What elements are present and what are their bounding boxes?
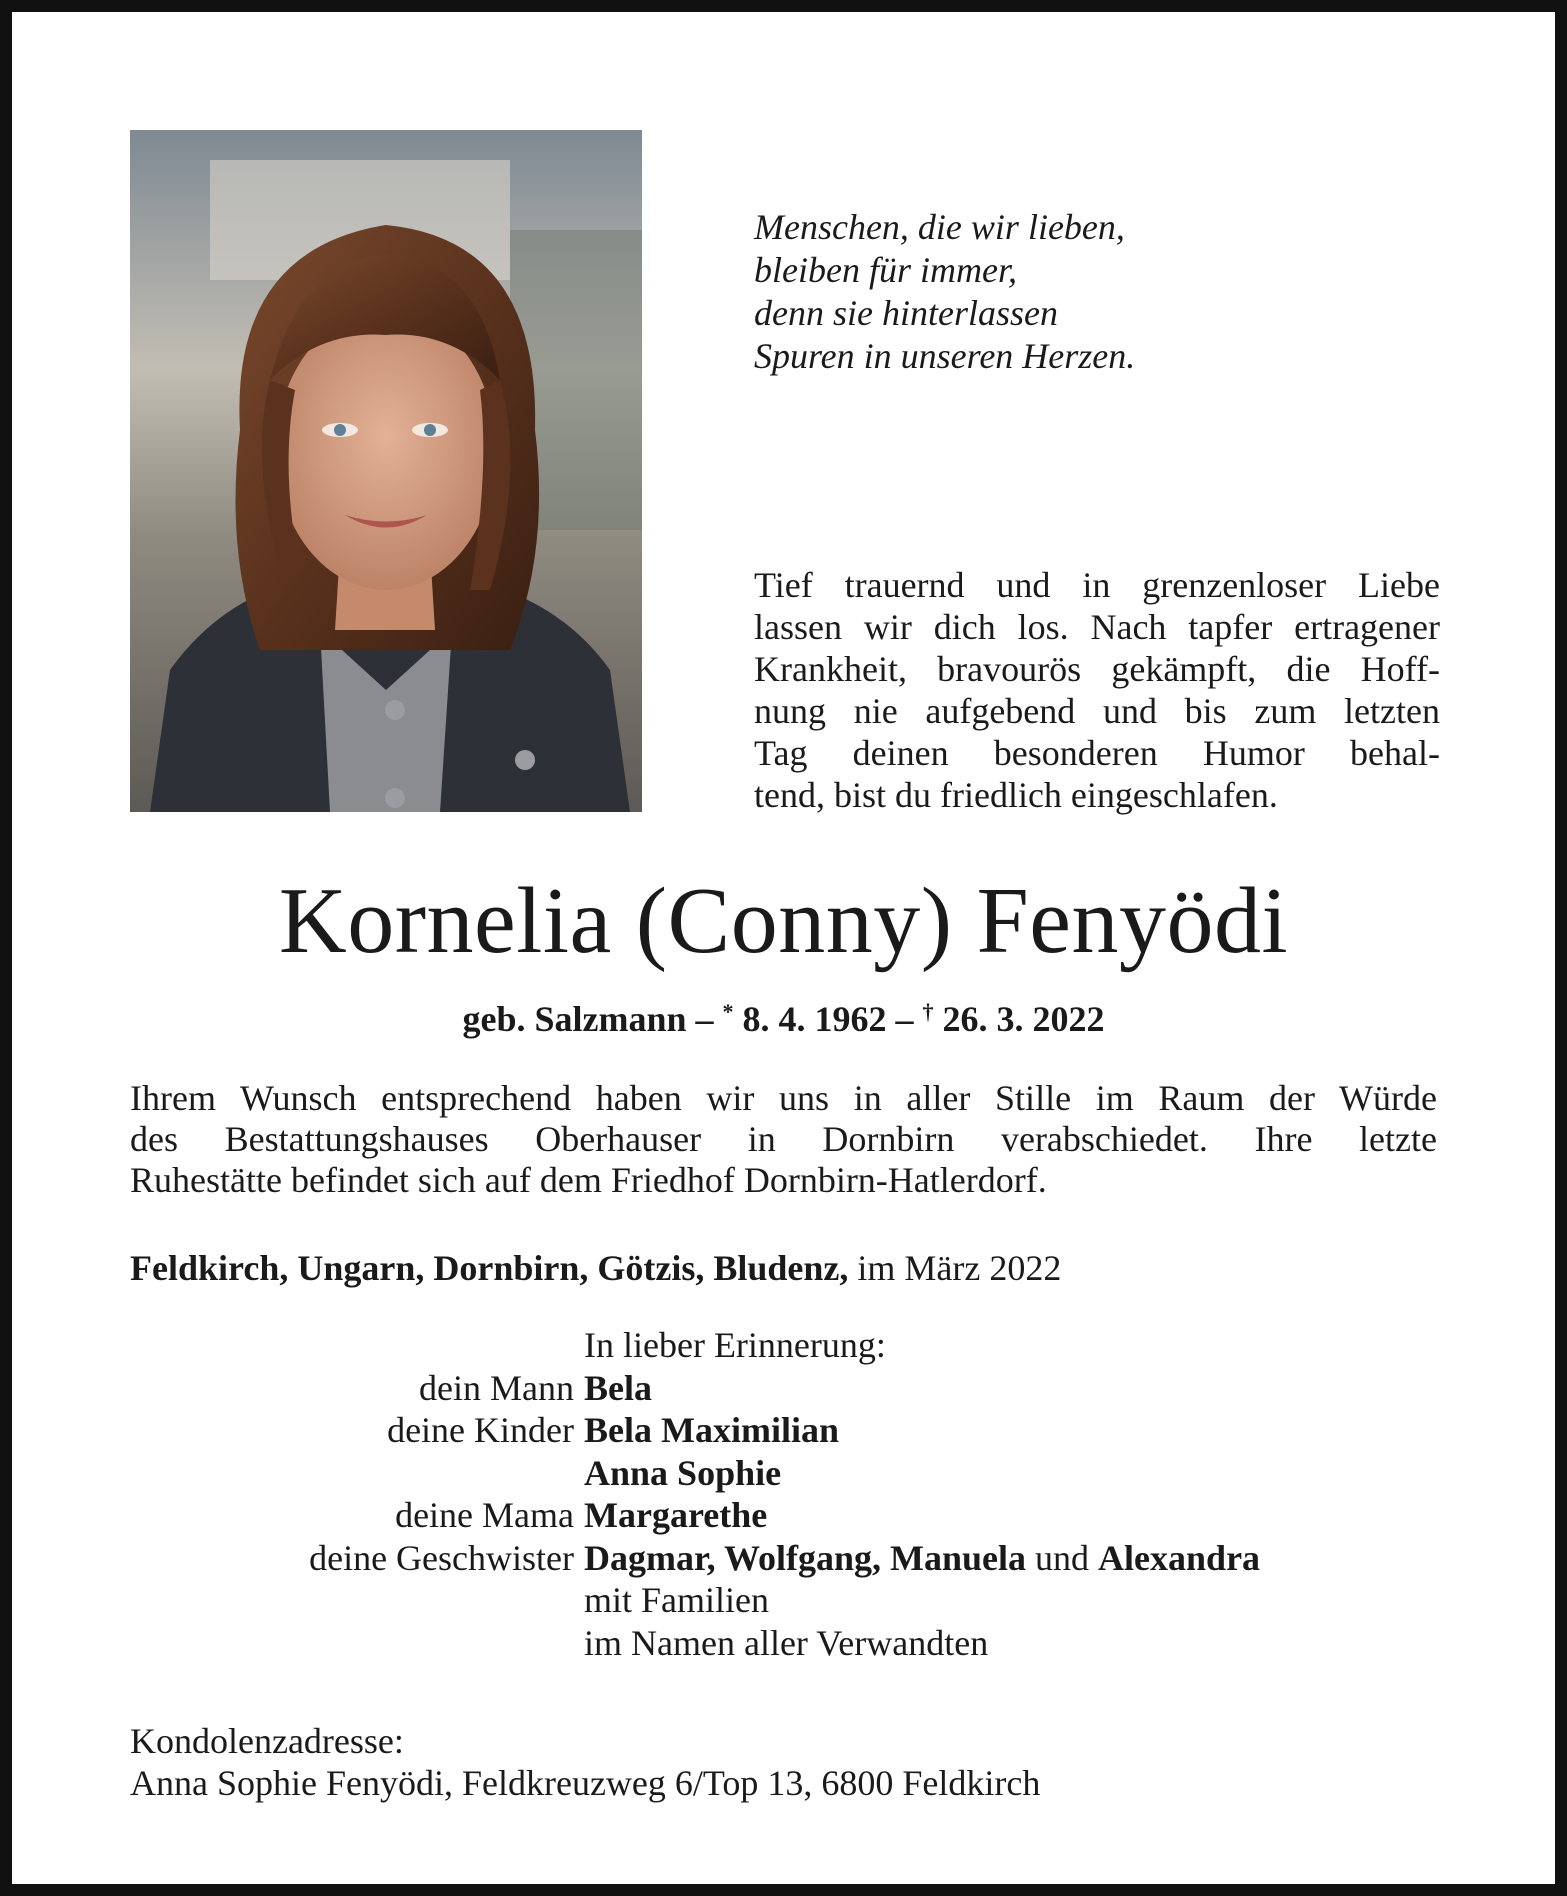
deceased-name: Kornelia (Conny) Fenyödi xyxy=(278,869,1289,973)
farewell-line: Ihrem Wunsch entsprechend haben wir uns in aller Stille im Raum der Würde xyxy=(130,1078,1437,1118)
death-date: 26. 3. 2022 xyxy=(942,999,1105,1039)
farewell-paragraph xyxy=(130,1078,1437,1201)
relative-name: Margarethe xyxy=(584,1495,768,1535)
death-symbol: † xyxy=(922,999,934,1024)
motto-line: Spuren in unseren Herzen. xyxy=(754,336,1136,376)
farewell-line: Ruhestätte befindet sich auf dem Friedhof Dornbirn-Hatlerdorf. xyxy=(130,1160,1047,1200)
farewell-line: des Bestattungshauses Oberhauser in Dornbirn verabschiedet. Ihre letzte xyxy=(130,1119,1437,1159)
condolence-address xyxy=(130,1720,1040,1804)
relative-name: Alexandra xyxy=(1098,1537,1261,1578)
motto-line: Menschen, die wir lieben, xyxy=(754,207,1125,247)
motto-line: bleiben für immer, xyxy=(754,250,1017,290)
family-list xyxy=(130,1324,1460,1664)
place-and-date xyxy=(130,1246,1061,1290)
place-towns: Feldkirch, Ungarn, Dornbirn, Götzis, Bludenz, xyxy=(130,1248,849,1288)
intro-paragraph xyxy=(754,564,1440,816)
family-row xyxy=(130,1367,1460,1410)
family-row xyxy=(130,1622,1460,1665)
place-date: im März 2022 xyxy=(857,1248,1062,1288)
relative-name: Bela Maximilian xyxy=(584,1410,839,1450)
intro-line: Krankheit, bravourös gekämpft, die Hoff- xyxy=(754,649,1440,689)
intro-line: Tag deinen besonderen Humor behal- xyxy=(754,733,1440,773)
birth-name: geb. Salzmann – xyxy=(462,999,714,1039)
family-heading: In lieber Erinnerung: xyxy=(584,1325,886,1365)
on-behalf: im Namen aller Verwandten xyxy=(584,1622,989,1663)
family-row xyxy=(130,1579,1460,1622)
relation-label: deine Geschwister xyxy=(309,1537,574,1578)
condolence-label: Kondolenzadresse: xyxy=(130,1721,404,1761)
intro-line: lassen wir dich los. Nach tapfer ertragener xyxy=(754,607,1440,647)
birth-symbol: * xyxy=(722,999,734,1024)
condolence-address-text: Anna Sophie Fenyödi, Feldkreuzweg 6/Top 13, 6800 Feldkirch xyxy=(130,1763,1041,1803)
relative-name: Dagmar, Wolfgang, Manuela xyxy=(584,1537,1027,1578)
birth-date: 8. 4. 1962 – xyxy=(742,999,914,1039)
intro-line: Tief trauernd und in grenzenloser Liebe xyxy=(754,565,1440,605)
conjunction: und xyxy=(1035,1537,1090,1578)
family-row xyxy=(130,1537,1460,1580)
intro-line: tend, bist du friedlich eingeschlafen. xyxy=(754,775,1278,815)
motto-poem xyxy=(754,206,1274,378)
family-heading-row xyxy=(130,1324,1460,1367)
relation-label: deine Mama xyxy=(395,1495,574,1535)
family-row xyxy=(130,1494,1460,1537)
life-dates xyxy=(0,990,1567,1041)
intro-line: nung nie aufgebend und bis zum letzten xyxy=(754,691,1440,731)
relative-name: Anna Sophie xyxy=(584,1452,782,1493)
relation-label: deine Kinder xyxy=(387,1410,574,1450)
family-row xyxy=(130,1409,1460,1452)
motto-line: denn sie hinterlassen xyxy=(754,293,1058,333)
portrait-photo xyxy=(130,130,642,812)
relative-name: Bela xyxy=(584,1367,652,1408)
family-row xyxy=(130,1452,1460,1495)
relation-label: dein Mann xyxy=(419,1367,574,1408)
with-families: mit Familien xyxy=(584,1580,769,1620)
